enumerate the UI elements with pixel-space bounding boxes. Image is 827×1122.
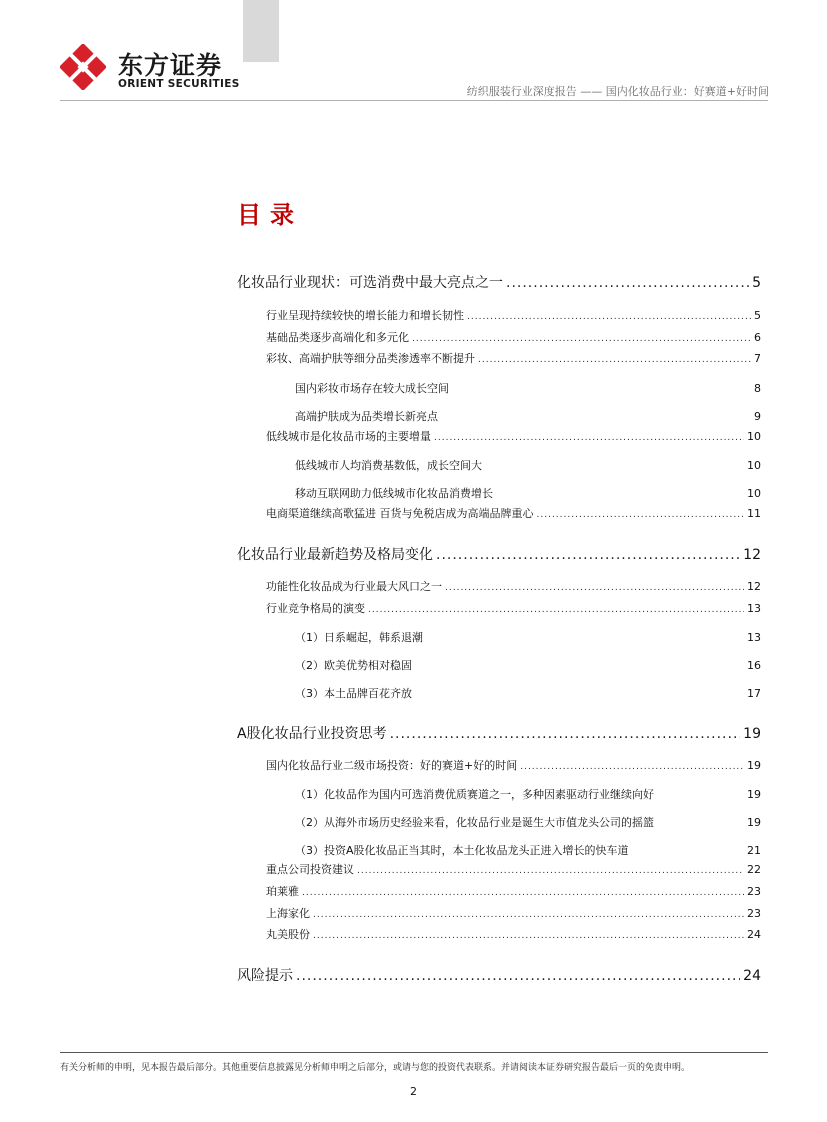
toc-entry-text: （1）化妆品作为国内可选消费优质赛道之一，多种因素驱动行业继续向好 bbox=[295, 788, 654, 801]
toc-leader bbox=[520, 762, 744, 772]
toc-entry-page: 8 bbox=[754, 382, 761, 395]
header-divider bbox=[60, 100, 768, 101]
toc-leader bbox=[434, 433, 744, 443]
toc-entry-text: A股化妆品行业投资思考 bbox=[237, 726, 387, 742]
toc-leader bbox=[412, 334, 751, 344]
toc-entry-text: 低线城市人均消费基数低，成长空间大 bbox=[295, 459, 482, 472]
orient-securities-logo-icon bbox=[60, 44, 106, 90]
toc-entry-23[interactable] bbox=[266, 883, 761, 899]
toc-entry-17[interactable] bbox=[237, 723, 761, 743]
toc-entry-page: 10 bbox=[747, 459, 761, 472]
toc-entry-page: 5 bbox=[754, 309, 761, 322]
toc-entry-page: 19 bbox=[747, 759, 761, 772]
toc-entry-16[interactable] bbox=[295, 685, 761, 701]
toc-entry-page: 23 bbox=[747, 885, 761, 898]
toc-entry-page: 13 bbox=[747, 602, 761, 615]
toc-heading: 目录 bbox=[237, 201, 303, 229]
toc-entry-8[interactable] bbox=[295, 457, 761, 473]
toc-entry-14[interactable] bbox=[295, 629, 761, 645]
toc-entry-text: 丸美股份 bbox=[266, 928, 310, 941]
toc-entry-22[interactable] bbox=[266, 861, 761, 877]
toc-entry-page: 24 bbox=[747, 928, 761, 941]
toc-entry-text: 化妆品行业最新趋势及格局变化 bbox=[237, 547, 433, 563]
toc-entry-page: 22 bbox=[747, 863, 761, 876]
toc-entry-3[interactable] bbox=[266, 329, 761, 345]
toc-entry-page: 10 bbox=[747, 487, 761, 500]
toc-entry-text: 珀莱雅 bbox=[266, 885, 299, 898]
toc-entry-11[interactable] bbox=[237, 544, 761, 564]
toc-leader bbox=[357, 866, 744, 876]
toc-entry-page: 19 bbox=[747, 816, 761, 829]
toc-entry-text: 风险提示 bbox=[237, 968, 293, 984]
toc-entry-4[interactable] bbox=[266, 350, 761, 366]
toc-entry-text: 高端护肤成为品类增长新亮点 bbox=[295, 410, 438, 423]
toc-entry-page: 12 bbox=[743, 547, 761, 563]
toc-entry-page: 19 bbox=[747, 788, 761, 801]
toc-leader bbox=[445, 583, 744, 593]
toc-leader bbox=[368, 605, 744, 615]
toc-leader bbox=[296, 968, 740, 984]
toc-entry-21[interactable] bbox=[295, 842, 761, 858]
toc-entry-text: （3）本土品牌百花齐放 bbox=[295, 687, 412, 700]
toc-entry-text: 移动互联网助力低线城市化妆品消费增长 bbox=[295, 487, 493, 500]
toc-leader bbox=[302, 888, 744, 898]
toc-leader bbox=[436, 547, 740, 563]
footer-divider bbox=[60, 1052, 768, 1053]
toc-entry-text: 行业竞争格局的演变 bbox=[266, 602, 365, 615]
toc-entry-5[interactable] bbox=[295, 380, 761, 396]
toc-entry-text: 上海家化 bbox=[266, 907, 310, 920]
toc-entry-6[interactable] bbox=[295, 408, 761, 424]
toc-entry-page: 21 bbox=[747, 844, 761, 857]
toc-entry-text: 国内彩妆市场存在较大成长空间 bbox=[295, 382, 449, 395]
toc-entry-24[interactable] bbox=[266, 905, 761, 921]
brand-name-en: ORIENT SECURITIES bbox=[118, 78, 240, 90]
toc-entry-9[interactable] bbox=[295, 485, 761, 501]
toc-leader bbox=[467, 312, 751, 322]
header-decoration-bar bbox=[243, 0, 279, 62]
toc-leader bbox=[478, 355, 751, 365]
toc-entry-text: 国内化妆品行业二级市场投资：好的赛道+好的时间 bbox=[266, 759, 518, 772]
toc-entry-12[interactable] bbox=[266, 578, 761, 594]
toc-entry-page: 6 bbox=[754, 331, 761, 344]
toc-entry-20[interactable] bbox=[295, 814, 761, 830]
toc-entry-text: 化妆品行业现状：可选消费中最大亮点之一 bbox=[237, 275, 503, 291]
toc-leader bbox=[313, 931, 744, 941]
toc-entry-page: 13 bbox=[747, 631, 761, 644]
toc-leader bbox=[390, 726, 741, 742]
toc-entry-19[interactable] bbox=[295, 786, 761, 802]
page-number: 2 bbox=[410, 1085, 417, 1098]
report-title: 纺织服装行业深度报告 —— 国内化妆品行业：好赛道+好时间 bbox=[466, 85, 769, 98]
toc-entry-text: 彩妆、高端护肤等细分品类渗透率不断提升 bbox=[266, 352, 475, 365]
toc-leader bbox=[313, 910, 744, 920]
toc-leader bbox=[506, 275, 749, 291]
toc-entry-25[interactable] bbox=[266, 926, 761, 942]
toc-entry-page: 9 bbox=[754, 410, 761, 423]
toc-entry-page: 5 bbox=[752, 275, 761, 291]
toc-entry-text: 电商渠道继续高歌猛进 百货与免税店成为高端品牌重心 bbox=[266, 507, 534, 520]
toc-entry-15[interactable] bbox=[295, 657, 761, 673]
toc-entry-page: 17 bbox=[747, 687, 761, 700]
toc-entry-text: （3）投资A股化妆品正当其时，本土化妆品龙头正进入增长的快车道 bbox=[295, 844, 629, 857]
toc-entry-page: 10 bbox=[747, 430, 761, 443]
toc-entry-text: （2）欧美优势相对稳固 bbox=[295, 659, 412, 672]
toc-entry-page: 19 bbox=[743, 726, 761, 742]
toc-entry-page: 12 bbox=[747, 580, 761, 593]
toc-entry-18[interactable] bbox=[266, 757, 761, 773]
brand-name-cn: 东方证券 bbox=[118, 51, 223, 80]
toc-entry-7[interactable] bbox=[266, 428, 761, 444]
toc-entry-text: 功能性化妆品成为行业最大风口之一 bbox=[266, 580, 442, 593]
toc-entry-page: 7 bbox=[754, 352, 761, 365]
toc-entry-26[interactable] bbox=[237, 965, 761, 985]
toc-entry-page: 16 bbox=[747, 659, 761, 672]
footer-disclaimer: 有关分析师的申明，见本报告最后部分。其他重要信息披露见分析师申明之后部分，或请与您的投资代表联系。并请阅读本证券研究报告最后一页的免责申明。 bbox=[60, 1063, 691, 1073]
toc-leader bbox=[537, 510, 745, 520]
toc-entry-text: （2）从海外市场历史经验来看，化妆品行业是诞生大市值龙头公司的摇篮 bbox=[295, 816, 654, 829]
toc-entry-page: 11 bbox=[747, 507, 761, 520]
toc-entry-10[interactable] bbox=[266, 505, 761, 521]
toc-entry-text: 基础品类逐步高端化和多元化 bbox=[266, 331, 409, 344]
toc-entry-text: 低线城市是化妆品市场的主要增量 bbox=[266, 430, 431, 443]
toc-entry-page: 23 bbox=[747, 907, 761, 920]
toc-entry-2[interactable] bbox=[266, 307, 761, 323]
toc-entry-13[interactable] bbox=[266, 600, 761, 616]
toc-entry-text: 行业呈现持续较快的增长能力和增长韧性 bbox=[266, 309, 464, 322]
toc-entry-text: （1）日系崛起，韩系退潮 bbox=[295, 631, 423, 644]
toc-entry-1[interactable] bbox=[237, 272, 761, 292]
toc-entry-page: 24 bbox=[743, 968, 761, 984]
toc-entry-text: 重点公司投资建议 bbox=[266, 863, 354, 876]
